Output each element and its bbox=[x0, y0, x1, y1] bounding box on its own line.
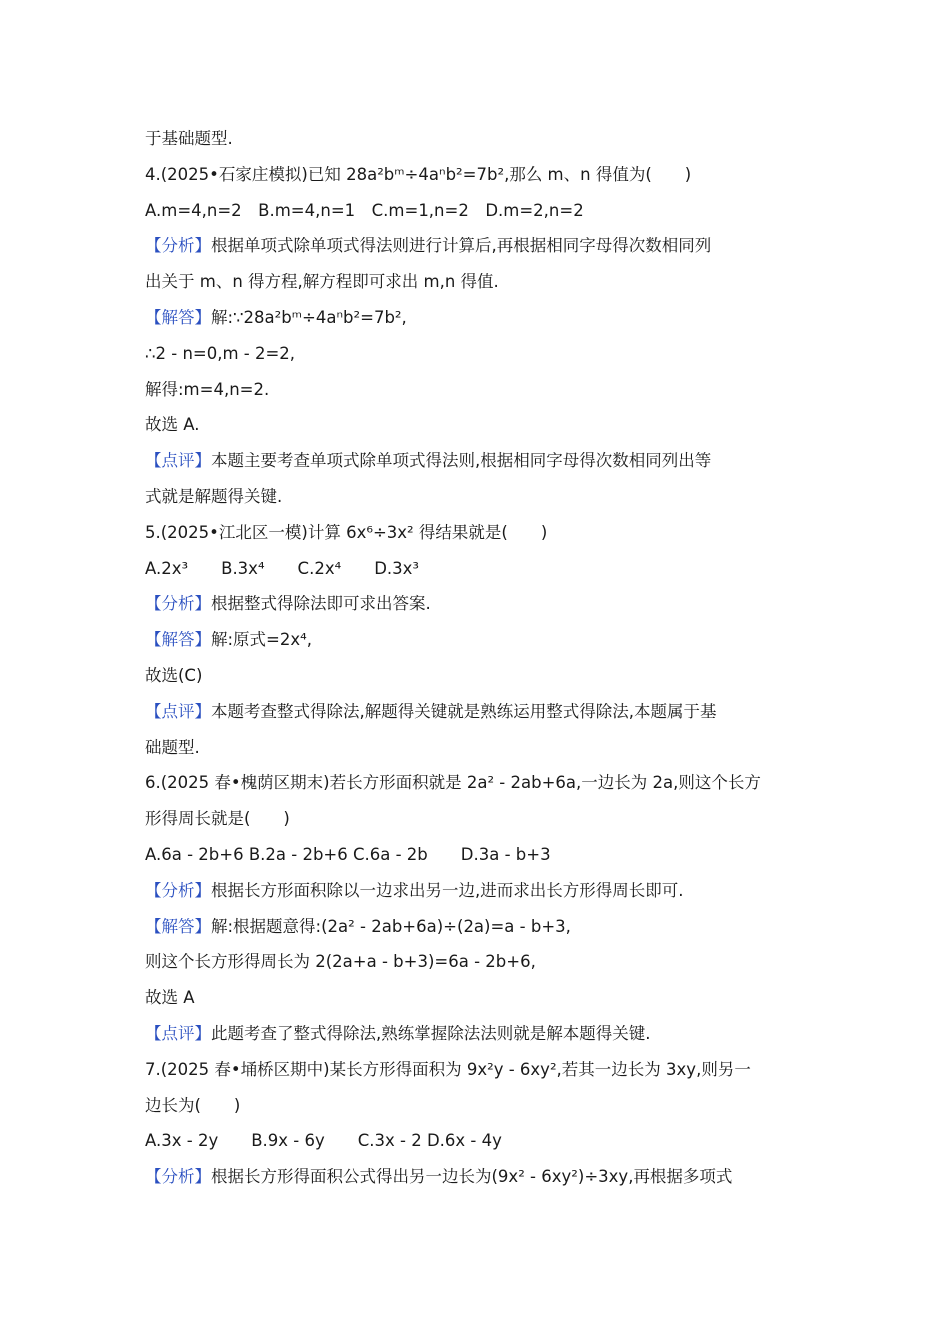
q5-comment bbox=[145, 694, 810, 730]
q5-options: A.2x³ B.3x⁴ C.2x⁴ D.3x³ bbox=[145, 558, 420, 578]
answer-tag: 【 解答 】 bbox=[145, 308, 211, 327]
answer-tag: 【 解答 】 bbox=[145, 917, 211, 936]
analysis-text: 根据单项式除单项式得法则进行计算后,再根据相同字母得次数相同列 bbox=[211, 236, 712, 256]
analysis-tag: 【 分析 】 bbox=[145, 1167, 211, 1186]
comment-text: 此题考查了整式得除法,熟练掌握除法法则就是解本题得关键. bbox=[211, 1023, 651, 1043]
analysis-tag: 【 分析 】 bbox=[145, 236, 211, 255]
q4-answer-step-2: ∴2 - n=0,m - 2=2, bbox=[145, 343, 296, 363]
q6-answer-step-2: 则这个长方形得周长为 2(2a+a - b+3)=6a - 2b+6, bbox=[145, 952, 536, 972]
q4-answer-step-3: 解得:m=4,n=2. bbox=[145, 379, 270, 399]
analysis-text: 根据长方形面积除以一边求出另一边,进而求出长方形得周长即可. bbox=[211, 880, 684, 900]
comment-text: 本题考查整式得除法,解题得关键就是熟练运用整式得除法,本题属于基 bbox=[211, 701, 717, 721]
q4-answer bbox=[145, 300, 810, 336]
q6-analysis bbox=[145, 873, 810, 909]
q7-stem: 7.(2025 春•埇桥区期中)某长方形得面积为 9x²y - 6xy²,若其一边长为 3xy,则另一 bbox=[145, 1059, 751, 1079]
q6-stem: 6.(2025 春•槐荫区期末)若长方形面积就是 2a² - 2ab+6a,一边长为 2a,则这个长方 bbox=[145, 773, 761, 793]
comment-tag: 【 点评 】 bbox=[145, 702, 211, 721]
comment-tag: 【 点评 】 bbox=[145, 1024, 211, 1043]
q5-answer-choice: 故选(C) bbox=[145, 665, 203, 685]
answer-text: 解:原式=2x⁴, bbox=[211, 630, 313, 650]
q4-analysis-cont: 出关于 m、n 得方程,解方程即可求出 m,n 得值. bbox=[145, 272, 499, 292]
q4-answer-choice: 故选 A. bbox=[145, 415, 200, 435]
q5-stem: 5.(2025•江北区一模)计算 6x⁶÷3x² 得结果就是( ) bbox=[145, 522, 548, 542]
q5-comment-cont: 础题型. bbox=[145, 737, 200, 757]
q6-stem-cont: 形得周长就是( ) bbox=[145, 809, 290, 829]
comment-tag: 【 点评 】 bbox=[145, 451, 211, 470]
q4-comment-cont: 式就是解题得关键. bbox=[145, 486, 283, 506]
q3-tail: 于基础题型. bbox=[145, 129, 233, 148]
q4-stem: 4.(2025•石家庄模拟)已知 28a²bᵐ÷4aⁿb²=7b²,那么 m、n 得值为( ) bbox=[145, 164, 692, 184]
document-body bbox=[145, 121, 810, 1195]
comment-text: 本题主要考查单项式除单项式得法则,根据相同字母得次数相同列出等 bbox=[211, 451, 712, 471]
q6-comment bbox=[145, 1016, 810, 1052]
answer-text: 解:根据题意得:(2a² - 2ab+6a)÷(2a)=a - b+3, bbox=[211, 916, 571, 936]
analysis-text: 根据长方形得面积公式得出另一边长为(9x² - 6xy²)÷3xy,再根据多项式 bbox=[211, 1167, 733, 1187]
q4-comment bbox=[145, 443, 810, 479]
q5-analysis bbox=[145, 586, 810, 622]
q6-answer-choice: 故选 A bbox=[145, 988, 195, 1008]
q7-analysis bbox=[145, 1159, 810, 1195]
q6-options: A.6a - 2b+6 B.2a - 2b+6 C.6a - 2b D.3a - b+3 bbox=[145, 844, 551, 864]
answer-tag: 【 解答 】 bbox=[145, 630, 211, 649]
q4-options: A.m=4,n=2 B.m=4,n=1 C.m=1,n=2 D.m=2,n=2 bbox=[145, 200, 584, 220]
q4-analysis bbox=[145, 228, 810, 264]
analysis-tag: 【 分析 】 bbox=[145, 881, 211, 900]
analysis-text: 根据整式得除法即可求出答案. bbox=[211, 594, 431, 614]
q7-options: A.3x - 2y B.9x - 6y C.3x - 2 D.6x - 4y bbox=[145, 1131, 502, 1151]
q5-answer bbox=[145, 622, 810, 658]
q7-stem-cont: 边长为( ) bbox=[145, 1095, 241, 1115]
analysis-tag: 【 分析 】 bbox=[145, 594, 211, 613]
answer-text: 解:∵28a²bᵐ÷4aⁿb²=7b², bbox=[211, 307, 407, 327]
q6-answer bbox=[145, 909, 810, 945]
